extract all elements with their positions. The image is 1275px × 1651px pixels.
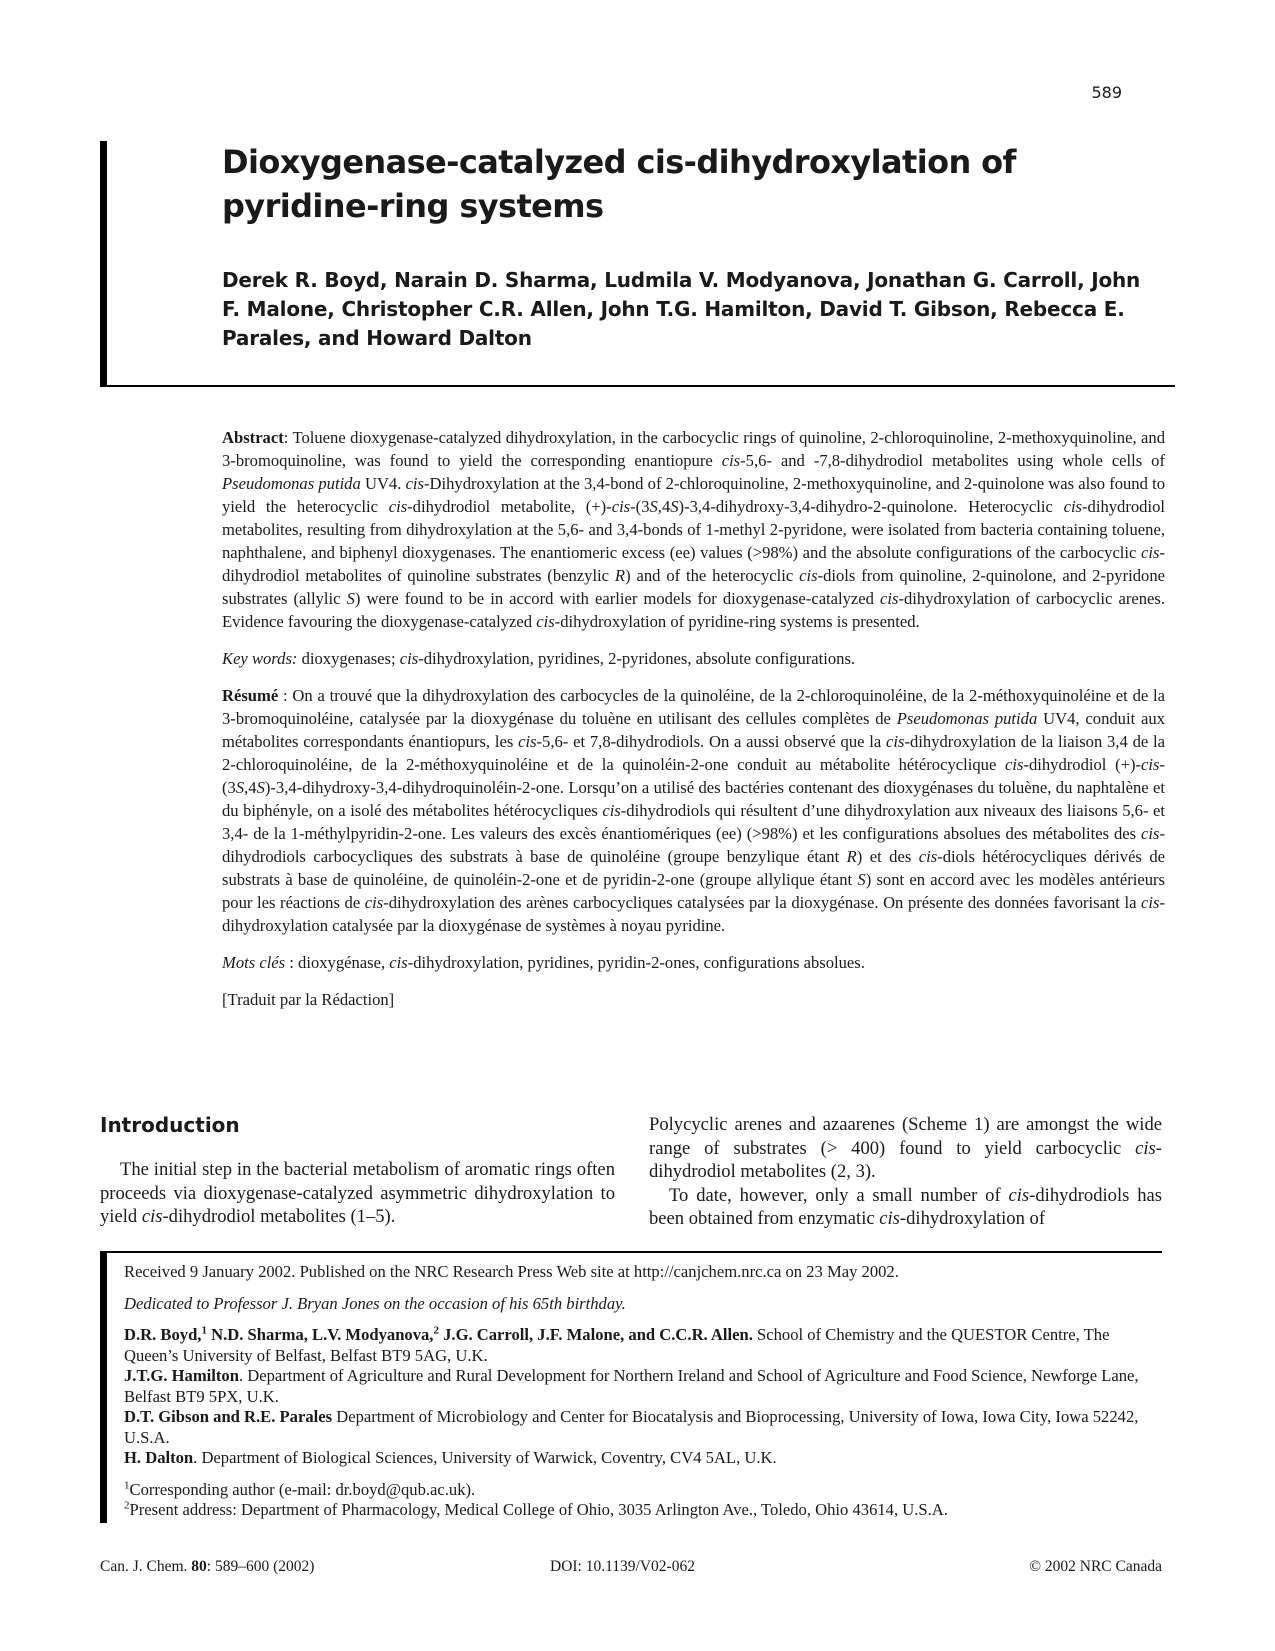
- italic-run: Pseudomonas putida: [896, 709, 1038, 728]
- affiliation-text: . Department of Agriculture and Rural Development for Northern Ireland and School of Agriculture and Food Science, Newforge Lane, Belfast BT9 5PX, U.K.: [124, 1366, 1139, 1406]
- italic-run: S: [649, 497, 658, 516]
- introduction-left-column: [100, 1158, 615, 1229]
- keywords-line: [222, 647, 1165, 670]
- italic-run: cis: [1135, 1137, 1156, 1159]
- affiliation: [124, 1366, 1149, 1407]
- mots-cles-line: [222, 951, 1165, 974]
- text-run: -5,6- et 7,8-dihydrodiols. On a aussi observé que la: [536, 732, 887, 751]
- affiliation-names: H. Dalton: [124, 1448, 194, 1467]
- dedication-text: Dedicated to Professor J. Bryan Jones on the occasion of his 65th birthday.: [124, 1293, 626, 1313]
- introduction-heading: Introduction: [100, 1113, 240, 1137]
- text-run: -dihydroxylation of carbocyclic arenes. Evidence favouring the dioxygenase-catalyzed: [222, 589, 1165, 631]
- footnote-side-bar: [100, 1251, 107, 1523]
- text-run: -dihydrodiol metabolite, (+)-: [407, 497, 612, 516]
- text-run: UV4, conduit aux métabolites correspondants énantiopurs, les: [222, 709, 1166, 751]
- title-rule: [100, 385, 1175, 387]
- italic-run: cis: [918, 847, 938, 866]
- text-run: -dihydrodiol (+)-: [1023, 755, 1142, 774]
- italic-run: cis: [1141, 755, 1160, 774]
- abstract-label: Abstract: [222, 428, 284, 447]
- footnote-block: [124, 1262, 1149, 1521]
- italic-run: cis: [799, 566, 818, 585]
- text-run: -dihydrodiol metabolites, resulting from dihydroxylation at the 5,6- and 3,4-bonds of 1-methyl 2-pyridone, were isolated from bacteria containing toluene, naphthalene, and biphenyl dioxygenases. The enantiomeric excess (ee) values (>98%) and the absolute configurations of the carbocyclic: [222, 497, 1165, 562]
- text-run: ) et des: [856, 847, 919, 866]
- text-run: -Dihydroxylation at the 3,4-bond of 2-chloroquinoline, 2-methoxyquinoline, and 2-quinolone was also found to yield the heterocyclic: [222, 474, 1165, 516]
- text-run: -dihydrodiols carbocycliques des substrats à base de quinoléine (groupe benzylique étant: [222, 824, 1165, 866]
- affiliation-names: J.T.G. Hamilton: [124, 1366, 239, 1385]
- text-run: -dihydroxylation, pyridines, 2-pyridones, absolute configurations.: [418, 649, 856, 668]
- italic-run: R: [846, 847, 857, 866]
- italic-run: S: [256, 778, 265, 797]
- text-run: The initial step in the bacterial metabolism of aromatic rings often proceeds via dioxygenase-catalyzed asymmetric dihydroxylation to yield: [100, 1159, 615, 1227]
- footnote-rule: [100, 1251, 1162, 1253]
- text-run: UV4.: [360, 474, 406, 493]
- text-run: -dihydrodiols has been obtained from enzymatic: [649, 1184, 1162, 1229]
- text-run: -dihydroxylation catalysée par la dioxygénase de systèmes à noyau pyridine.: [222, 893, 1166, 935]
- italic-run: cis: [399, 649, 419, 668]
- text-run: )-3,4-dihydroxy-3,4-dihydro-2-quinolone. Heterocyclic: [678, 497, 1064, 516]
- text-run: -dihydrodiol metabolites (1–5).: [162, 1206, 396, 1227]
- journal-footer: [100, 1558, 1162, 1578]
- text-run: -dihydroxylation de la liaison 3,4 de la 2-chloroquinoléine, de la 2-méthoxyquinoléine et de la quinoléin-2-one conduit au métabolite hétérocyclique: [222, 732, 1165, 774]
- title-side-bar: [100, 141, 107, 387]
- introduction-right-column: [649, 1113, 1162, 1231]
- text-run: ,4: [244, 778, 257, 797]
- affiliations: [124, 1325, 1149, 1469]
- footnote-present-address: $^2$Present address: Department of Pharmacology, Medical College of Ohio, 3035 Arlington Ave., Toledo, Ohio 43614, U.S.A.: [124, 1499, 948, 1519]
- mots-cles-label: Mots clés: [222, 953, 286, 972]
- italic-run: cis: [611, 497, 631, 516]
- italic-run: R: [614, 566, 626, 585]
- journal-citation: Can. J. Chem. 80: 589–600 (2002): [100, 1558, 315, 1575]
- affiliation-text: School of Chemistry and the QUESTOR Centre, The Queen’s University of Belfast, Belfast BT9 5AG, U.K.: [124, 1325, 1110, 1365]
- italic-run: cis: [880, 589, 899, 608]
- italic-run: cis: [886, 732, 905, 751]
- affiliation: [124, 1448, 1149, 1469]
- text-run: -dihydroxylation of: [899, 1208, 1046, 1229]
- doi: DOI: 10.1139/V02-062: [550, 1558, 695, 1575]
- italic-run: cis: [1141, 893, 1160, 912]
- italic-run: cis: [1008, 1184, 1030, 1206]
- text-run: -dihydroxylation des arènes carbocycliques catalysées par la dioxygénase. On présente des données favorisant la: [383, 893, 1142, 912]
- italic-run: cis: [1141, 824, 1160, 843]
- italic-run: cis: [388, 497, 408, 516]
- affiliation-names: D.R. Boyd,$^1$ N.D. Sharma, L.V. Modyanova,$^2$ J.G. Carroll, J.F. Malone, and C.C.R. Allen.: [124, 1324, 753, 1344]
- intro-paragraph: [649, 1184, 1162, 1231]
- text-run: : dioxygénase,: [285, 953, 390, 972]
- text-run: -diols hétérocycliques dérivés de substrats à base de quinoléine, de quinoléin-2-one et de pyridin-2-one (groupe allylique étant: [222, 847, 1165, 889]
- author-list: Derek R. Boyd, Narain D. Sharma, Ludmila V. Modyanova, Jonathan G. Carroll, John F. Malone, Christopher C.R. Allen, John T.G. Hamilton, David T. Gibson, Rebecca E. Parales, and Howard Dalton: [222, 268, 1141, 350]
- text-run: ) and of the heterocyclic: [625, 566, 800, 585]
- italic-run: Pseudomonas putida: [222, 474, 361, 493]
- italic-run: S: [235, 778, 245, 797]
- italic-run: cis: [141, 1206, 163, 1227]
- text-run: -dihydroxylation, pyridines, pyridin-2-ones, configurations absolues.: [407, 953, 865, 972]
- abstract-block: [222, 426, 1165, 1025]
- resume-paragraph: [222, 684, 1165, 937]
- text-run: -5,6- and -7,8-dihydrodiol metabolites using whole cells of: [740, 451, 1165, 470]
- text-run: Polycyclic arenes and azaarenes (Scheme 1) are amongst the wide range of substrates (> 400) found to yield carbocyclic: [649, 1114, 1162, 1159]
- text-run: ) sont en accord avec les modèles antérieurs pour les réactions de: [222, 870, 1165, 912]
- affiliation-text: Department of Microbiology and Center for Biocatalysis and Bioprocessing, University of Iowa, Iowa City, Iowa 52242, U.S.A.: [124, 1407, 1139, 1447]
- italic-run: cis: [518, 732, 537, 751]
- italic-run: cis: [1141, 543, 1160, 562]
- italic-run: S: [346, 589, 355, 608]
- text-run: -dihydroxylation of pyridine-ring systems is presented.: [554, 612, 920, 631]
- intro-paragraph: [649, 1113, 1162, 1184]
- affiliation: [124, 1407, 1149, 1448]
- copyright: © 2002 NRC Canada: [1029, 1558, 1162, 1575]
- italic-run: S: [857, 870, 866, 889]
- italic-run: cis: [536, 612, 555, 631]
- keywords-label: Key words:: [222, 649, 298, 668]
- text-run: -(3: [222, 755, 1165, 797]
- italic-run: S: [670, 497, 679, 516]
- affiliation-text: . Department of Biological Sciences, University of Warwick, Coventry, CV4 5AL, U.K.: [193, 1448, 777, 1467]
- abstract-paragraph: [222, 426, 1165, 633]
- italic-run: cis: [1005, 755, 1024, 774]
- italic-run: cis: [1063, 497, 1083, 516]
- text-run: : On a trouvé que la dihydroxylation des carbocycles de la quinoléine, de la 2-chloroquinoléine, de la 2-méthoxyquinoléine et de la 3-bromoquinoléine, catalysée par la dioxygénase du toluène en utilisant des cellules complètes de: [222, 686, 1165, 728]
- italic-run: cis: [389, 953, 408, 972]
- italic-run: cis: [364, 893, 384, 912]
- text-run: dioxygenases;: [297, 649, 400, 668]
- text-run: ,4: [657, 497, 671, 516]
- text-run: )-3,4-dihydroxy-3,4-dihydroquinoléin-2-one. Lorsqu’on a utilisé des bactéries contenant des dioxygénases du toluène, du naphtalène et du biphényle, on a isolé des métabolites hétérocycliques: [222, 778, 1165, 820]
- text-run: -dihydrodiols qui résultent d’une dihydroxylation aux niveaux des liaisons 5,6- et 3,4- de la 1-méthylpyridin-2-one. Les valeurs des excès énantiomériques (ee) (>98%) et les configurations absolues des métabolites des: [222, 801, 1165, 843]
- text-run: To date, however, only a small number of: [669, 1184, 1009, 1206]
- italic-run: cis: [721, 451, 741, 470]
- dedication-line: [124, 1294, 1149, 1315]
- page-number: 589: [1091, 83, 1122, 102]
- italic-run: cis: [405, 474, 424, 493]
- article-title: Dioxygenase-catalyzed cis-dihydroxylation of pyridine-ring systems: [222, 143, 1016, 225]
- text-run: -(3: [630, 497, 650, 516]
- text-run: -dihydrodiol metabolites (2, 3).: [649, 1137, 1162, 1182]
- text-run: -diols from quinoline, 2-quinolone, and 2-pyridone substrates (allylic: [222, 566, 1165, 608]
- italic-run: cis: [602, 801, 621, 820]
- text-run: -dihydrodiol metabolites of quinoline substrates (benzylic: [222, 543, 1165, 585]
- received-line: Received 9 January 2002. Published on the NRC Research Press Web site at http://canjchem.nrc.ca on 23 May 2002.: [124, 1262, 899, 1281]
- italic-run: cis: [879, 1208, 900, 1229]
- affiliation: [124, 1325, 1149, 1366]
- affiliation-names: D.T. Gibson and R.E. Parales: [124, 1407, 333, 1426]
- text-run: ) were found to be in accord with earlier models for dioxygenase-catalyzed: [354, 589, 881, 608]
- intro-paragraph: [100, 1158, 615, 1229]
- text-run: : Toluene dioxygenase-catalyzed dihydroxylation, in the carbocyclic rings of quinoline, 2-chloroquinoline, 2-methoxyquinoline, and 3-bromoquinoline, was found to yield the corresponding enantiopure: [222, 428, 1165, 470]
- resume-label: Résumé: [222, 686, 279, 705]
- translation-note: [Traduit par la Rédaction]: [222, 990, 395, 1009]
- footnote-corresponding-author: $^1$Corresponding author (e-mail: dr.boyd@qub.ac.uk).: [124, 1478, 476, 1499]
